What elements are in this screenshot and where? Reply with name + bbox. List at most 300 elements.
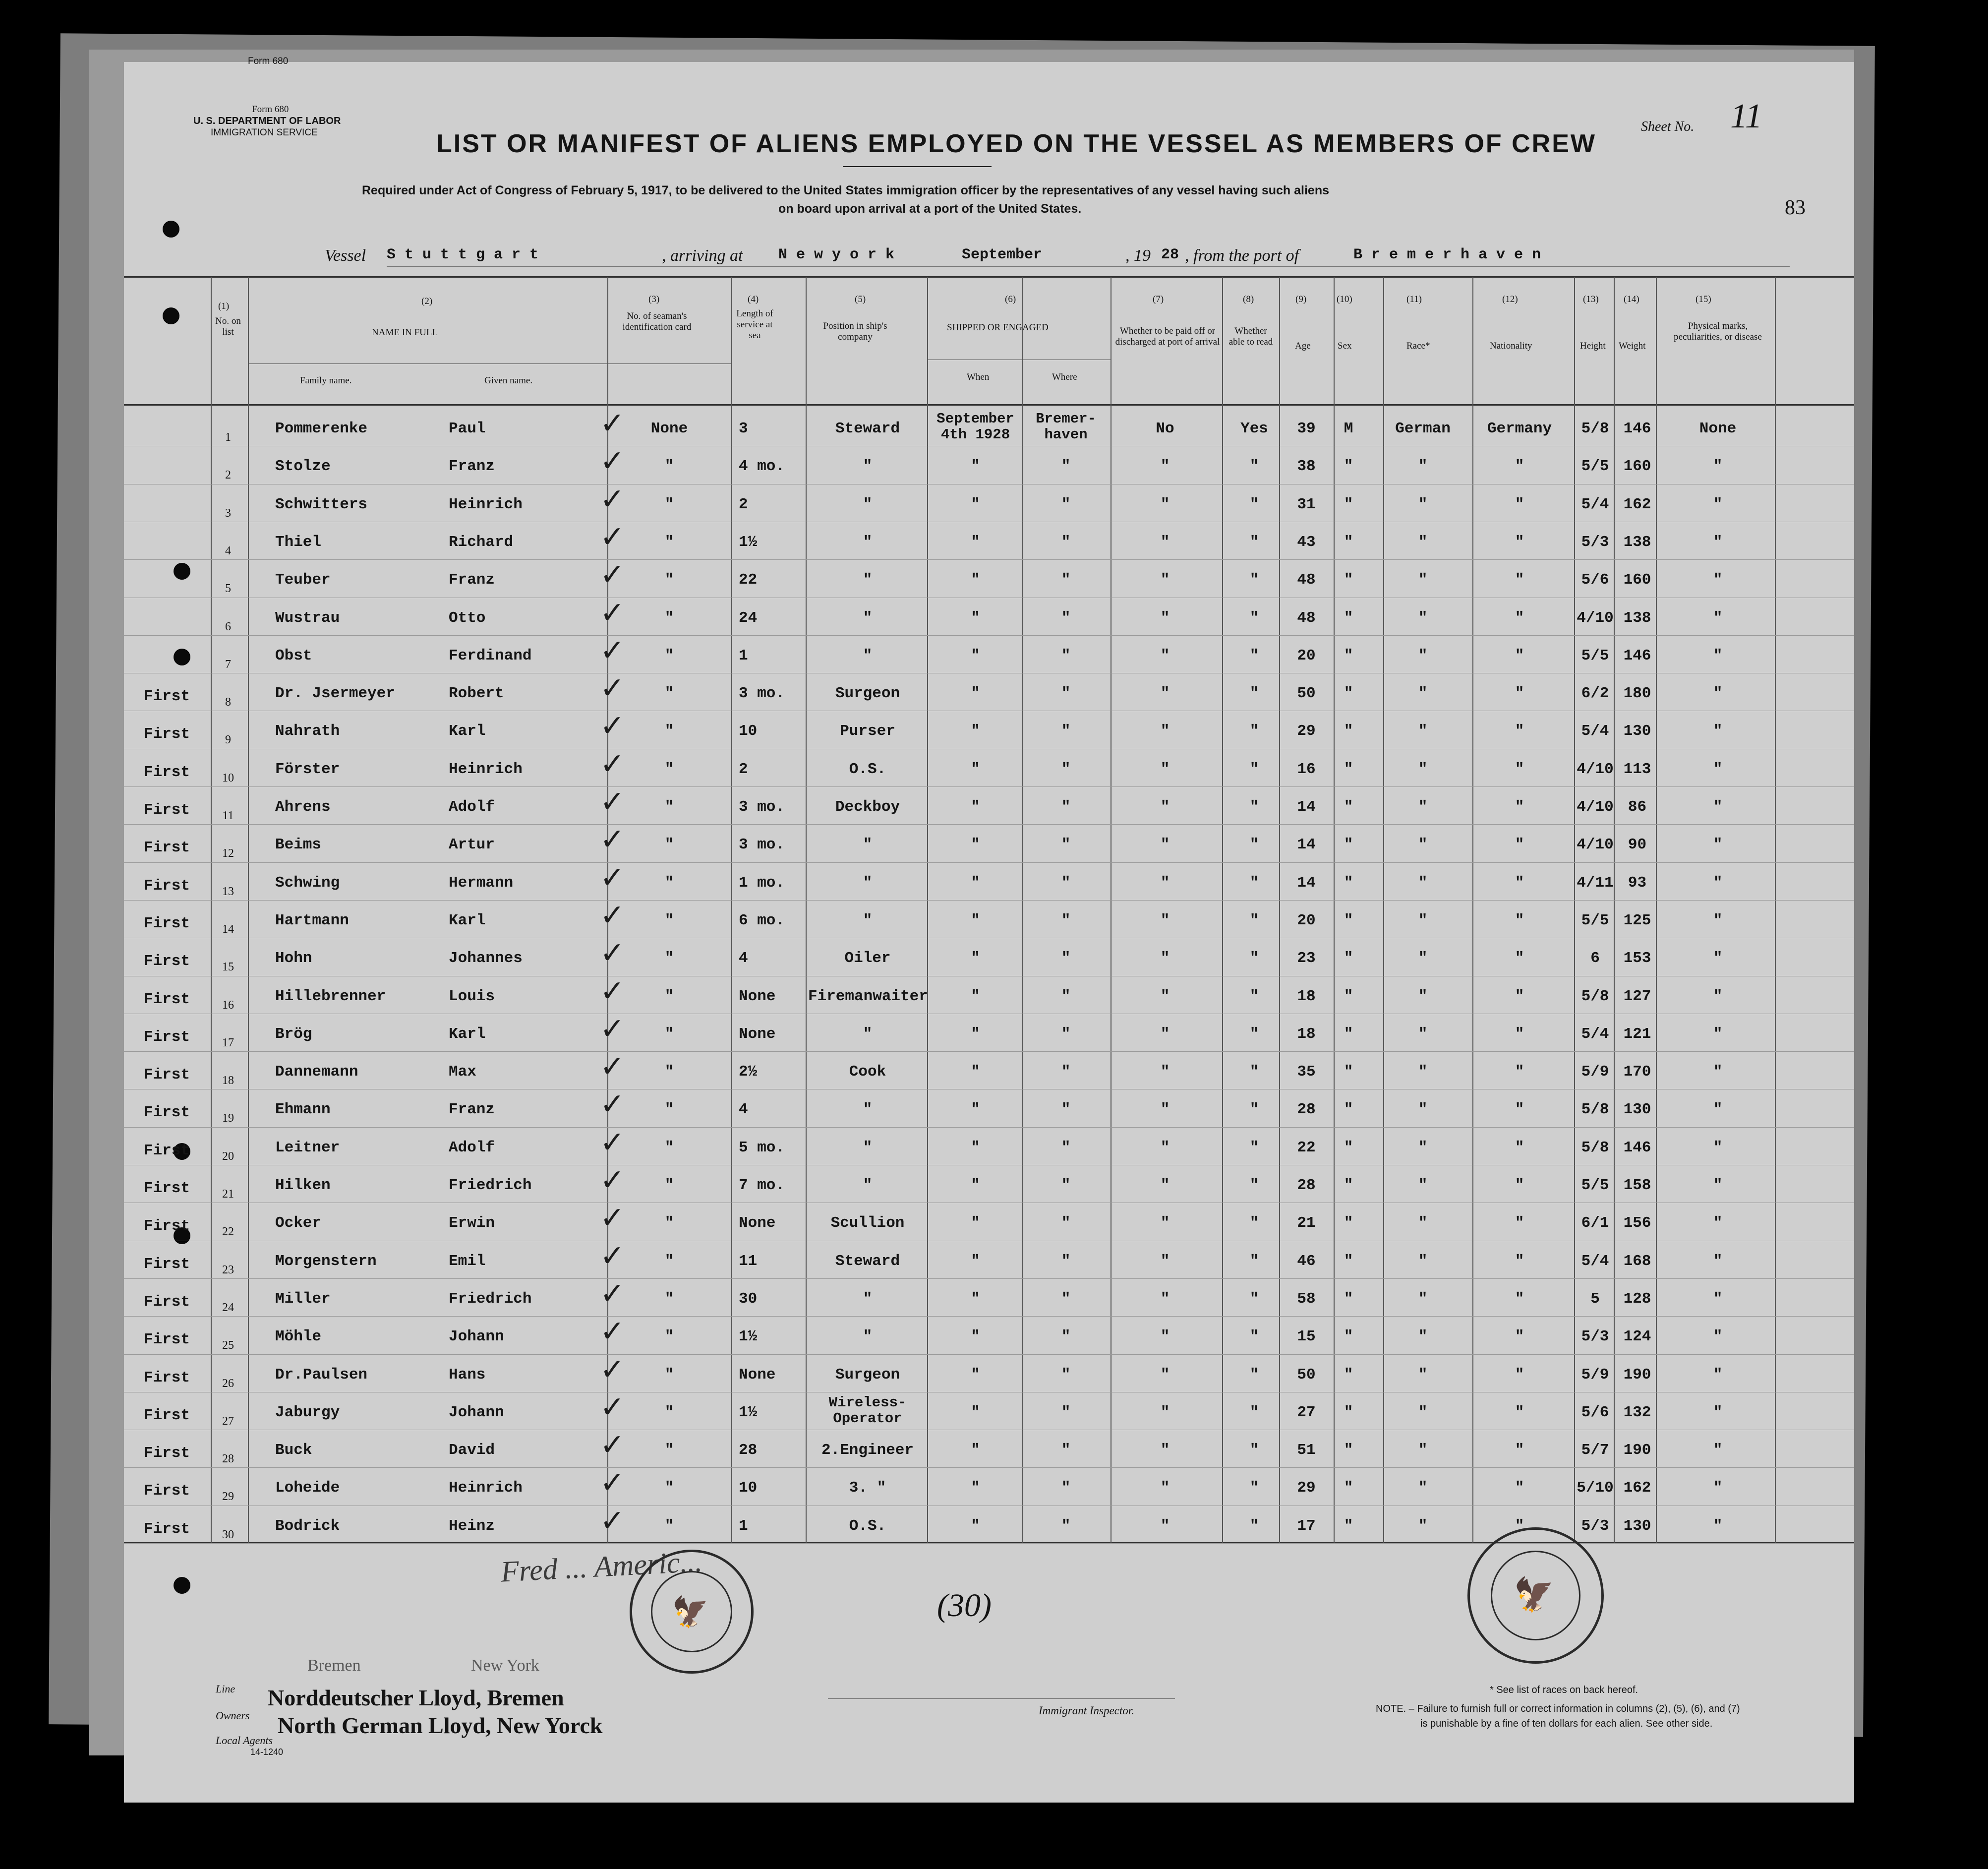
table-row — [124, 1163, 1854, 1204]
cell-length: 1 — [739, 1517, 748, 1535]
check-mark-icon: ✓ — [600, 1352, 625, 1387]
cell-read: " — [1249, 685, 1259, 703]
cell-read: " — [1249, 1290, 1259, 1308]
cell-read: " — [1249, 1101, 1259, 1119]
cell-read: " — [1249, 495, 1259, 513]
colnum-9: (9) — [1295, 294, 1307, 304]
cell-paid: " — [1160, 1403, 1170, 1421]
cell-sex: " — [1344, 911, 1353, 929]
header-shipped-engaged: SHIPPED OR ENGAGED — [947, 322, 1049, 333]
cell-given: Karl — [449, 723, 486, 740]
cell-position: " — [863, 1177, 873, 1194]
cell-age: 28 — [1297, 1101, 1316, 1119]
cell-age: 14 — [1297, 836, 1316, 854]
row-number: 13 — [222, 885, 234, 898]
cell-read: " — [1249, 533, 1259, 551]
cell-height: 5/8 — [1581, 1139, 1609, 1156]
class-marker: First — [144, 725, 190, 743]
header-position: Position in ship's company — [823, 321, 887, 342]
cell-sex: " — [1344, 1063, 1353, 1081]
cell-nat: " — [1515, 1101, 1524, 1119]
cell-nat: " — [1515, 495, 1524, 513]
cell-weight: 170 — [1623, 1063, 1651, 1081]
check-mark-icon: ✓ — [600, 1049, 625, 1085]
cell-given: Friedrich — [449, 1177, 532, 1194]
cell-race: " — [1418, 1366, 1428, 1384]
cell-read: " — [1249, 458, 1259, 476]
cell-where: " — [1061, 1252, 1071, 1270]
cell-where: " — [1061, 987, 1071, 1005]
cell-marks: " — [1713, 495, 1723, 513]
header-bottom-rule — [124, 404, 1854, 406]
cell-height: 4/11 — [1577, 874, 1614, 892]
cell-position: " — [863, 836, 873, 854]
cell-where: " — [1061, 1366, 1071, 1384]
cell-sex: " — [1344, 723, 1353, 740]
agents-label: Local Agents — [216, 1734, 273, 1747]
colnum-10: (10) — [1337, 294, 1352, 304]
cell-marks: " — [1713, 723, 1723, 740]
cell-where: " — [1061, 1025, 1071, 1043]
signature: Fred ... Americ... — [500, 1545, 703, 1588]
cell-sex: " — [1344, 1101, 1353, 1119]
cell-race: " — [1418, 1517, 1428, 1535]
cell-position: " — [863, 1139, 873, 1156]
cell-nat: " — [1515, 1177, 1524, 1194]
consulate-stamp-right — [1467, 1527, 1604, 1664]
cell-paid: " — [1160, 798, 1170, 816]
arriving-label: , arriving at — [662, 246, 743, 265]
cell-nat: " — [1515, 987, 1524, 1005]
cell-when: " — [971, 1290, 980, 1308]
cell-read: " — [1249, 1328, 1259, 1346]
cell-nat: " — [1515, 836, 1524, 854]
cell-nat: " — [1515, 1025, 1524, 1043]
cell-when: " — [971, 533, 980, 551]
cell-length: 24 — [739, 609, 758, 627]
cell-length: 28 — [739, 1442, 758, 1459]
name-subheader-rule — [248, 363, 731, 364]
cell-race: " — [1418, 495, 1428, 513]
note-line2: is punishable by a fine of ten dollars for each alien. See other side. — [1420, 1718, 1713, 1729]
class-marker: First — [144, 688, 190, 706]
row-number: 18 — [222, 1074, 234, 1087]
cell-paid: " — [1160, 1442, 1170, 1459]
check-mark-icon: ✓ — [600, 898, 625, 933]
header-paid-off: Whether to be paid off or discharged at port of arrival — [1115, 326, 1220, 347]
cell-marks: " — [1713, 987, 1723, 1005]
table-row — [124, 1352, 1854, 1393]
voyage-underline — [387, 266, 1790, 267]
check-mark-icon: ✓ — [600, 557, 625, 593]
cell-position: Deckboy — [835, 798, 900, 816]
table-row — [124, 898, 1854, 939]
cell-nat: " — [1515, 723, 1524, 740]
cell-family: Dr. Jsermeyer — [275, 685, 395, 703]
cell-card: " — [664, 609, 674, 627]
cell-given: Friedrich — [449, 1290, 532, 1308]
cell-sex: " — [1344, 1366, 1353, 1384]
cell-race: " — [1418, 1479, 1428, 1497]
cell-family: Obst — [275, 647, 312, 664]
cell-given: Franz — [449, 458, 495, 476]
cell-card: " — [664, 798, 674, 816]
cell-marks: " — [1713, 760, 1723, 778]
cell-sex: " — [1344, 685, 1353, 703]
cell-length: 4 mo. — [739, 458, 785, 476]
cell-weight: 160 — [1623, 571, 1651, 589]
cell-when: " — [971, 760, 980, 778]
cell-family: Schwitters — [275, 495, 368, 513]
cell-marks: " — [1713, 571, 1723, 589]
cell-when: " — [971, 1101, 980, 1119]
cell-family: Teuber — [275, 571, 331, 589]
cell-given: Adolf — [449, 1139, 495, 1156]
cell-race: " — [1418, 1442, 1428, 1459]
year-prefix: , 19 — [1125, 246, 1151, 265]
cell-given: Otto — [449, 609, 486, 627]
cell-when: " — [971, 1366, 980, 1384]
cell-paid: " — [1160, 495, 1170, 513]
check-mark-icon: ✓ — [600, 1238, 625, 1273]
table-row — [124, 519, 1854, 560]
punch-hole — [174, 1577, 190, 1594]
cell-length: 22 — [739, 571, 758, 589]
cell-height: 5/9 — [1581, 1366, 1609, 1384]
cell-race: " — [1418, 458, 1428, 476]
cell-read: " — [1249, 836, 1259, 854]
cell-position: " — [863, 1025, 873, 1043]
cell-height: 4/10 — [1577, 760, 1614, 778]
header-able-read: Whether able to read — [1228, 326, 1273, 347]
row-number: 17 — [222, 1036, 234, 1049]
cell-card: " — [664, 950, 674, 967]
table-row — [124, 671, 1854, 712]
class-marker: First — [144, 914, 190, 932]
cell-marks: " — [1713, 1403, 1723, 1421]
vessel-label: Vessel — [325, 246, 366, 265]
cell-age: 23 — [1297, 950, 1316, 967]
cell-card: " — [664, 495, 674, 513]
cell-where: " — [1061, 647, 1071, 664]
class-marker: First — [144, 1217, 190, 1235]
cell-height: 5/3 — [1581, 1328, 1609, 1346]
cell-weight: 146 — [1623, 1139, 1651, 1156]
class-marker: First — [144, 1142, 190, 1159]
table-row — [124, 709, 1854, 749]
year-suffix: 28 — [1161, 246, 1179, 263]
cell-nat: " — [1515, 1328, 1524, 1346]
form-title: LIST OR MANIFEST OF ALIENS EMPLOYED ON THE VESSEL AS MEMBERS OF CREW — [436, 129, 1596, 158]
check-mark-icon: ✓ — [600, 406, 625, 441]
table-row — [124, 595, 1854, 636]
cell-sex: " — [1344, 1177, 1353, 1194]
cell-when: " — [971, 836, 980, 854]
cell-age: 46 — [1297, 1252, 1316, 1270]
cell-family: Schwing — [275, 874, 340, 892]
check-mark-icon: ✓ — [600, 1389, 625, 1425]
cell-given: David — [449, 1442, 495, 1459]
cell-card: " — [664, 1101, 674, 1119]
cell-age: 48 — [1297, 571, 1316, 589]
class-marker: First — [144, 1028, 190, 1046]
header-nationality: Nationality — [1490, 341, 1532, 351]
cell-race: " — [1418, 1025, 1428, 1043]
cell-race: " — [1418, 1328, 1428, 1346]
cell-race: " — [1418, 571, 1428, 589]
cell-card: " — [664, 874, 674, 892]
cell-nat: " — [1515, 685, 1524, 703]
cell-marks: " — [1713, 1252, 1723, 1270]
cell-height: 5/8 — [1581, 987, 1609, 1005]
cell-when: " — [971, 685, 980, 703]
cell-nat: " — [1515, 1214, 1524, 1232]
header-race: Race* — [1406, 341, 1430, 351]
cell-weight: 180 — [1623, 685, 1651, 703]
cell-family: Hillebrenner — [275, 987, 386, 1005]
cell-position: 3. " — [849, 1479, 886, 1497]
header-length-service: Length of service at sea — [736, 308, 773, 341]
cell-height: 6/2 — [1581, 685, 1609, 703]
cell-sex: " — [1344, 1479, 1353, 1497]
cell-sex: " — [1344, 458, 1353, 476]
cell-family: Miller — [275, 1290, 331, 1308]
cell-family: Beims — [275, 836, 322, 854]
cell-paid: " — [1160, 1366, 1170, 1384]
cell-position: " — [863, 495, 873, 513]
cell-paid: " — [1160, 458, 1170, 476]
table-row — [124, 1503, 1854, 1544]
inspector-label: Immigrant Inspector. — [1039, 1704, 1134, 1717]
cell-family: Hilken — [275, 1177, 331, 1194]
cell-paid: " — [1160, 950, 1170, 967]
cell-card: " — [664, 1366, 674, 1384]
cell-card: " — [664, 1025, 674, 1043]
table-row — [124, 406, 1854, 447]
cell-when: " — [971, 1177, 980, 1194]
cell-height: 5/3 — [1581, 533, 1609, 551]
class-marker: First — [144, 990, 190, 1008]
cell-paid: " — [1160, 1025, 1170, 1043]
cell-age: 48 — [1297, 609, 1316, 627]
cell-length: 1 — [739, 647, 748, 664]
cell-given: Richard — [449, 533, 514, 551]
cell-height: 5/5 — [1581, 458, 1609, 476]
page-number: 83 — [1785, 196, 1806, 219]
cell-given: Max — [449, 1063, 476, 1081]
total-count: (30) — [937, 1587, 992, 1624]
table-top-rule — [124, 276, 1854, 278]
table-row — [124, 633, 1854, 674]
table-row — [124, 1276, 1854, 1317]
cell-where: " — [1061, 685, 1071, 703]
check-mark-icon: ✓ — [600, 822, 625, 857]
row-number: 23 — [222, 1263, 234, 1276]
cell-family: Ocker — [275, 1214, 322, 1232]
cell-height: 5 — [1590, 1290, 1600, 1308]
cell-card: " — [664, 1139, 674, 1156]
header-age: Age — [1295, 341, 1311, 351]
cell-marks: " — [1713, 1479, 1723, 1497]
cell-race: " — [1418, 647, 1428, 664]
cell-age: 22 — [1297, 1139, 1316, 1156]
subtitle-line2: on board upon arrival at a port of the United States. — [778, 202, 1082, 216]
row-number: 9 — [225, 733, 231, 747]
cell-given: Heinrich — [449, 495, 523, 513]
cell-read: " — [1249, 987, 1259, 1005]
cell-paid: " — [1160, 1328, 1170, 1346]
cell-paid: " — [1160, 1517, 1170, 1535]
cell-given: Heinrich — [449, 1479, 523, 1497]
cell-weight: 146 — [1623, 420, 1651, 437]
table-row — [124, 1389, 1854, 1431]
cell-read: " — [1249, 1252, 1259, 1270]
colnum-8: (8) — [1243, 294, 1254, 304]
owners-label: Owners — [216, 1709, 250, 1722]
cell-weight: 156 — [1623, 1214, 1651, 1232]
row-number: 24 — [222, 1301, 234, 1314]
cell-where: " — [1061, 1290, 1071, 1308]
cell-race: " — [1418, 798, 1428, 816]
cell-position: Wireless- Operator — [828, 1394, 907, 1427]
row-number: 30 — [222, 1528, 234, 1541]
cell-given: Franz — [449, 571, 495, 589]
cell-nat: " — [1515, 1290, 1524, 1308]
class-marker: First — [144, 1445, 190, 1462]
row-number: 25 — [222, 1339, 234, 1352]
cell-paid: " — [1160, 533, 1170, 551]
cell-height: 6/1 — [1581, 1214, 1609, 1232]
cell-nat: " — [1515, 760, 1524, 778]
colnum-13: (13) — [1583, 294, 1599, 304]
cell-card: " — [664, 1063, 674, 1081]
cell-paid: " — [1160, 1252, 1170, 1270]
cell-card: " — [664, 1252, 674, 1270]
cell-sex: " — [1344, 1517, 1353, 1535]
cell-read: " — [1249, 950, 1259, 967]
cell-nat: " — [1515, 1139, 1524, 1156]
cell-family: Brög — [275, 1025, 312, 1043]
cell-height: 5/6 — [1581, 1403, 1609, 1421]
line-from: Bremen — [307, 1656, 361, 1675]
cell-given: Johann — [449, 1403, 504, 1421]
table-row — [124, 936, 1854, 976]
check-mark-icon: ✓ — [600, 633, 625, 668]
cell-height: 5/5 — [1581, 647, 1609, 664]
cell-read: " — [1249, 1442, 1259, 1459]
cell-card: " — [664, 911, 674, 929]
cell-race: " — [1418, 1063, 1428, 1081]
cell-height: 5/4 — [1581, 1025, 1609, 1043]
cell-paid: " — [1160, 1177, 1170, 1194]
table-row — [124, 746, 1854, 787]
cell-marks: " — [1713, 609, 1723, 627]
cell-sex: M — [1344, 420, 1353, 437]
cell-card: " — [664, 987, 674, 1005]
cell-age: 29 — [1297, 723, 1316, 740]
cell-where: " — [1061, 1101, 1071, 1119]
cell-sex: " — [1344, 495, 1353, 513]
row-number: 26 — [222, 1377, 234, 1390]
cell-position: O.S. — [849, 760, 886, 778]
races-note: * See list of races on back hereof. — [1490, 1685, 1638, 1695]
cell-position: " — [863, 911, 873, 929]
cell-family: Morgenstern — [275, 1252, 377, 1270]
cell-where: " — [1061, 760, 1071, 778]
cell-family: Dannemann — [275, 1063, 358, 1081]
cell-family: Ahrens — [275, 798, 331, 816]
cell-where: " — [1061, 1517, 1071, 1535]
row-number: 5 — [225, 582, 231, 596]
cell-weight: 138 — [1623, 609, 1651, 627]
cell-nat: " — [1515, 874, 1524, 892]
cell-when: " — [971, 911, 980, 929]
row-number: 6 — [225, 620, 231, 633]
form-number-top: Form 680 — [248, 56, 289, 66]
cell-weight: 162 — [1623, 1479, 1651, 1497]
cell-position: " — [863, 647, 873, 664]
cell-paid: " — [1160, 647, 1170, 664]
cell-read: " — [1249, 874, 1259, 892]
cell-paid: " — [1160, 1139, 1170, 1156]
cell-height: 5/3 — [1581, 1517, 1609, 1535]
cell-age: 28 — [1297, 1177, 1316, 1194]
cell-family: Wustrau — [275, 609, 340, 627]
cell-weight: 168 — [1623, 1252, 1651, 1270]
check-mark-icon: ✓ — [600, 860, 625, 895]
table-row — [124, 557, 1854, 598]
cell-paid: No — [1156, 420, 1174, 437]
cell-where: " — [1061, 1139, 1071, 1156]
cell-weight: 146 — [1623, 647, 1651, 664]
cell-where: " — [1061, 1442, 1071, 1459]
cell-length: 1½ — [739, 533, 758, 551]
check-mark-icon: ✓ — [600, 482, 625, 517]
cell-marks: " — [1713, 911, 1723, 929]
cell-where: " — [1061, 1214, 1071, 1232]
cell-read: " — [1249, 1177, 1259, 1194]
cell-length: 10 — [739, 723, 758, 740]
cell-age: 58 — [1297, 1290, 1316, 1308]
cell-race: " — [1418, 1177, 1428, 1194]
cell-weight: 132 — [1623, 1403, 1651, 1421]
cell-weight: 128 — [1623, 1290, 1651, 1308]
cell-when: " — [971, 950, 980, 967]
cell-marks: " — [1713, 533, 1723, 551]
cell-nat: " — [1515, 1366, 1524, 1384]
table-row — [124, 1087, 1854, 1128]
table-row — [124, 784, 1854, 825]
cell-race: " — [1418, 760, 1428, 778]
cell-family: Förster — [275, 760, 340, 778]
cell-read: " — [1249, 647, 1259, 664]
row-number: 8 — [225, 696, 231, 709]
cell-sex: " — [1344, 836, 1353, 854]
cell-where: " — [1061, 1479, 1071, 1497]
cell-length: 2 — [739, 495, 748, 513]
check-mark-icon: ✓ — [600, 671, 625, 706]
class-marker: First — [144, 1369, 190, 1387]
cell-read: " — [1249, 1063, 1259, 1081]
table-row — [124, 1049, 1854, 1090]
cell-position: Surgeon — [835, 1366, 900, 1384]
cell-card: " — [664, 1403, 674, 1421]
punch-hole — [163, 307, 179, 324]
cell-given: Robert — [449, 685, 504, 703]
check-mark-icon: ✓ — [600, 1465, 625, 1501]
cell-card: None — [650, 420, 688, 437]
cell-length: None — [739, 1366, 776, 1384]
